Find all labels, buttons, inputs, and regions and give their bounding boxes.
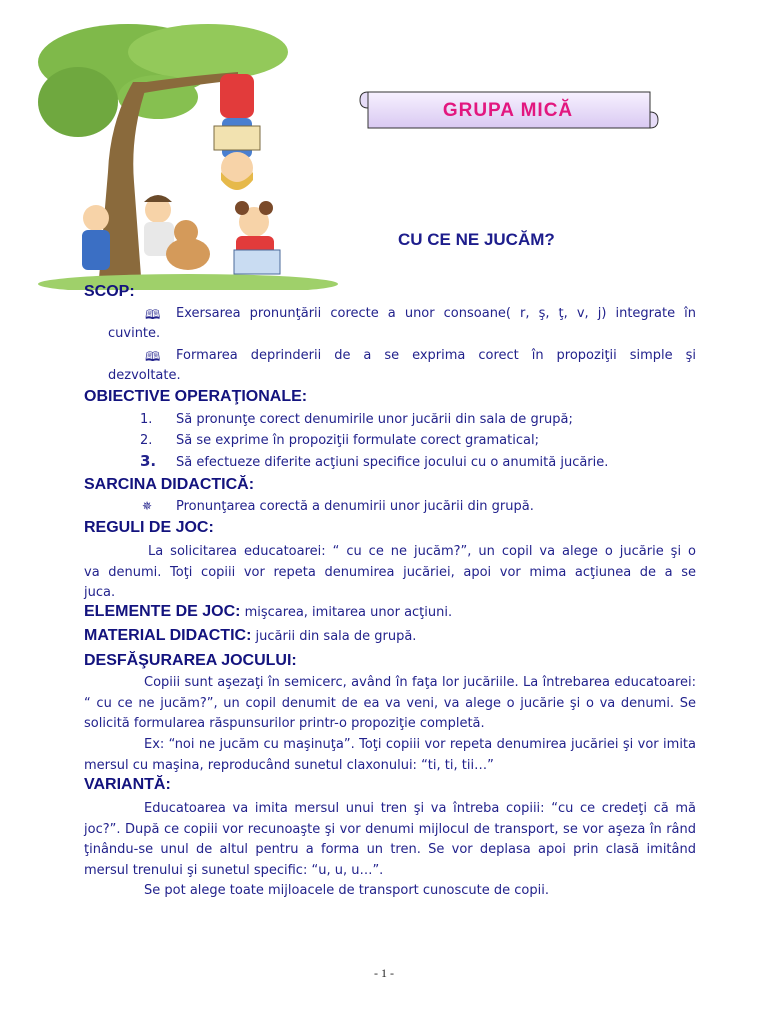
desfasurarea-paragraph-1: Copiii sunt aşezaţi în semicerc, având în faţa lor jucăriile. La întrebarea educatoarei: “ cu ce ne jucăm?”, un copil denumit de ea va veni, va alege o jucărie şi o va denumi. Se solicită formularea răspunsurilor printr-o propoziţie completă. (84, 675, 696, 731)
obiectiv-item: Să efectueze diferite acţiuni specifice jocului cu o anumită jucărie. (176, 455, 609, 470)
sarcina-item: Pronunţarea corectă a denumirii unor jucării din grupă. (176, 499, 534, 514)
list-number: 1. (140, 412, 153, 427)
obiectiv-item: Să se exprime în propoziţii formulate corect gramatical; (176, 433, 539, 448)
reguli-heading: REGULI DE JOC: (84, 519, 214, 536)
reguli-line-3: juca. (84, 585, 116, 600)
desfasurarea-heading: DESFĂŞURAREA JOCULUI: (84, 652, 297, 669)
children-reading-illustration (38, 22, 408, 290)
obiectiv-item: Să pronunţe corect denumirile unor jucării din sala de grupă; (176, 412, 573, 427)
varianta-paragraph-1: Educatoarea va imita mersul unui tren şi va întreba copiii: “cu ce credeţi că mă joc?”. După ce copiii vor recunoaşte şi vor denumi mijlocul de transport, se vor aşeza în rând ţinându-se unul de altul pentru a forma un tren. Se vor deplasa apoi prin clasă imitând mersul trenului şi sunetul specific: “u, u, u…”. (84, 801, 696, 878)
scop-item-2-line-1: Formarea deprinderii de a se exprima corect în propoziţii simple şi (176, 348, 696, 363)
list-number: 3. (140, 452, 157, 470)
scop-item-1-line-2: cuvinte. (108, 326, 161, 341)
elemente-text: mişcarea, imitarea unor acţiuni. (240, 605, 453, 620)
book-icon: 🕮 (145, 308, 161, 323)
material-text: jucării din sala de grupă. (251, 629, 417, 644)
book-icon: 🕮 (145, 350, 161, 365)
desfasurarea-paragraph-2: Ex: “noi ne jucăm cu maşinuţa”. Toţi copiii vor repeta denumirea jucăriei şi vor imita mersul cu maşina, reproducând sunetul claxonului: “ti, ti, tii…” (84, 737, 696, 773)
elemente-row (84, 603, 452, 621)
scop-item-2-line-2: dezvoltate. (108, 368, 181, 383)
obiective-heading: OBIECTIVE OPERAŢIONALE: (84, 388, 308, 405)
scop-item-1-line-1: Exersarea pronunţării corecte a unor consoane( r, ş, ţ, v, j) integrate în (176, 306, 696, 321)
material-heading: MATERIAL DIDACTIC: (84, 627, 252, 644)
scop-heading: SCOP: (84, 283, 135, 300)
game-title: CU CE NE JUCĂM? (398, 230, 555, 249)
page-number: - 1 - (374, 966, 394, 980)
group-title: GRUPA MICĂ (442, 100, 574, 121)
material-row (84, 627, 416, 645)
varianta-paragraph-2: Se pot alege toate mijloacele de transport cunoscute de copii. (144, 883, 549, 898)
varianta-heading: VARIANTĂ: (84, 776, 171, 793)
reguli-line-1: La solicitarea educatoarei: “ cu ce ne jucăm?”, un copil va alege o jucărie şi o (148, 544, 696, 559)
reguli-line-2: va denumi. Toţi copiii vor repeta denumirea jucăriei, apoi vor mima acţiunea de a se (84, 565, 696, 580)
list-number: 2. (140, 433, 153, 448)
sarcina-heading: SARCINA DIDACTICĂ: (84, 476, 255, 493)
elemente-heading: ELEMENTE DE JOC: (84, 603, 241, 620)
sun-icon: ✵ (142, 499, 153, 513)
